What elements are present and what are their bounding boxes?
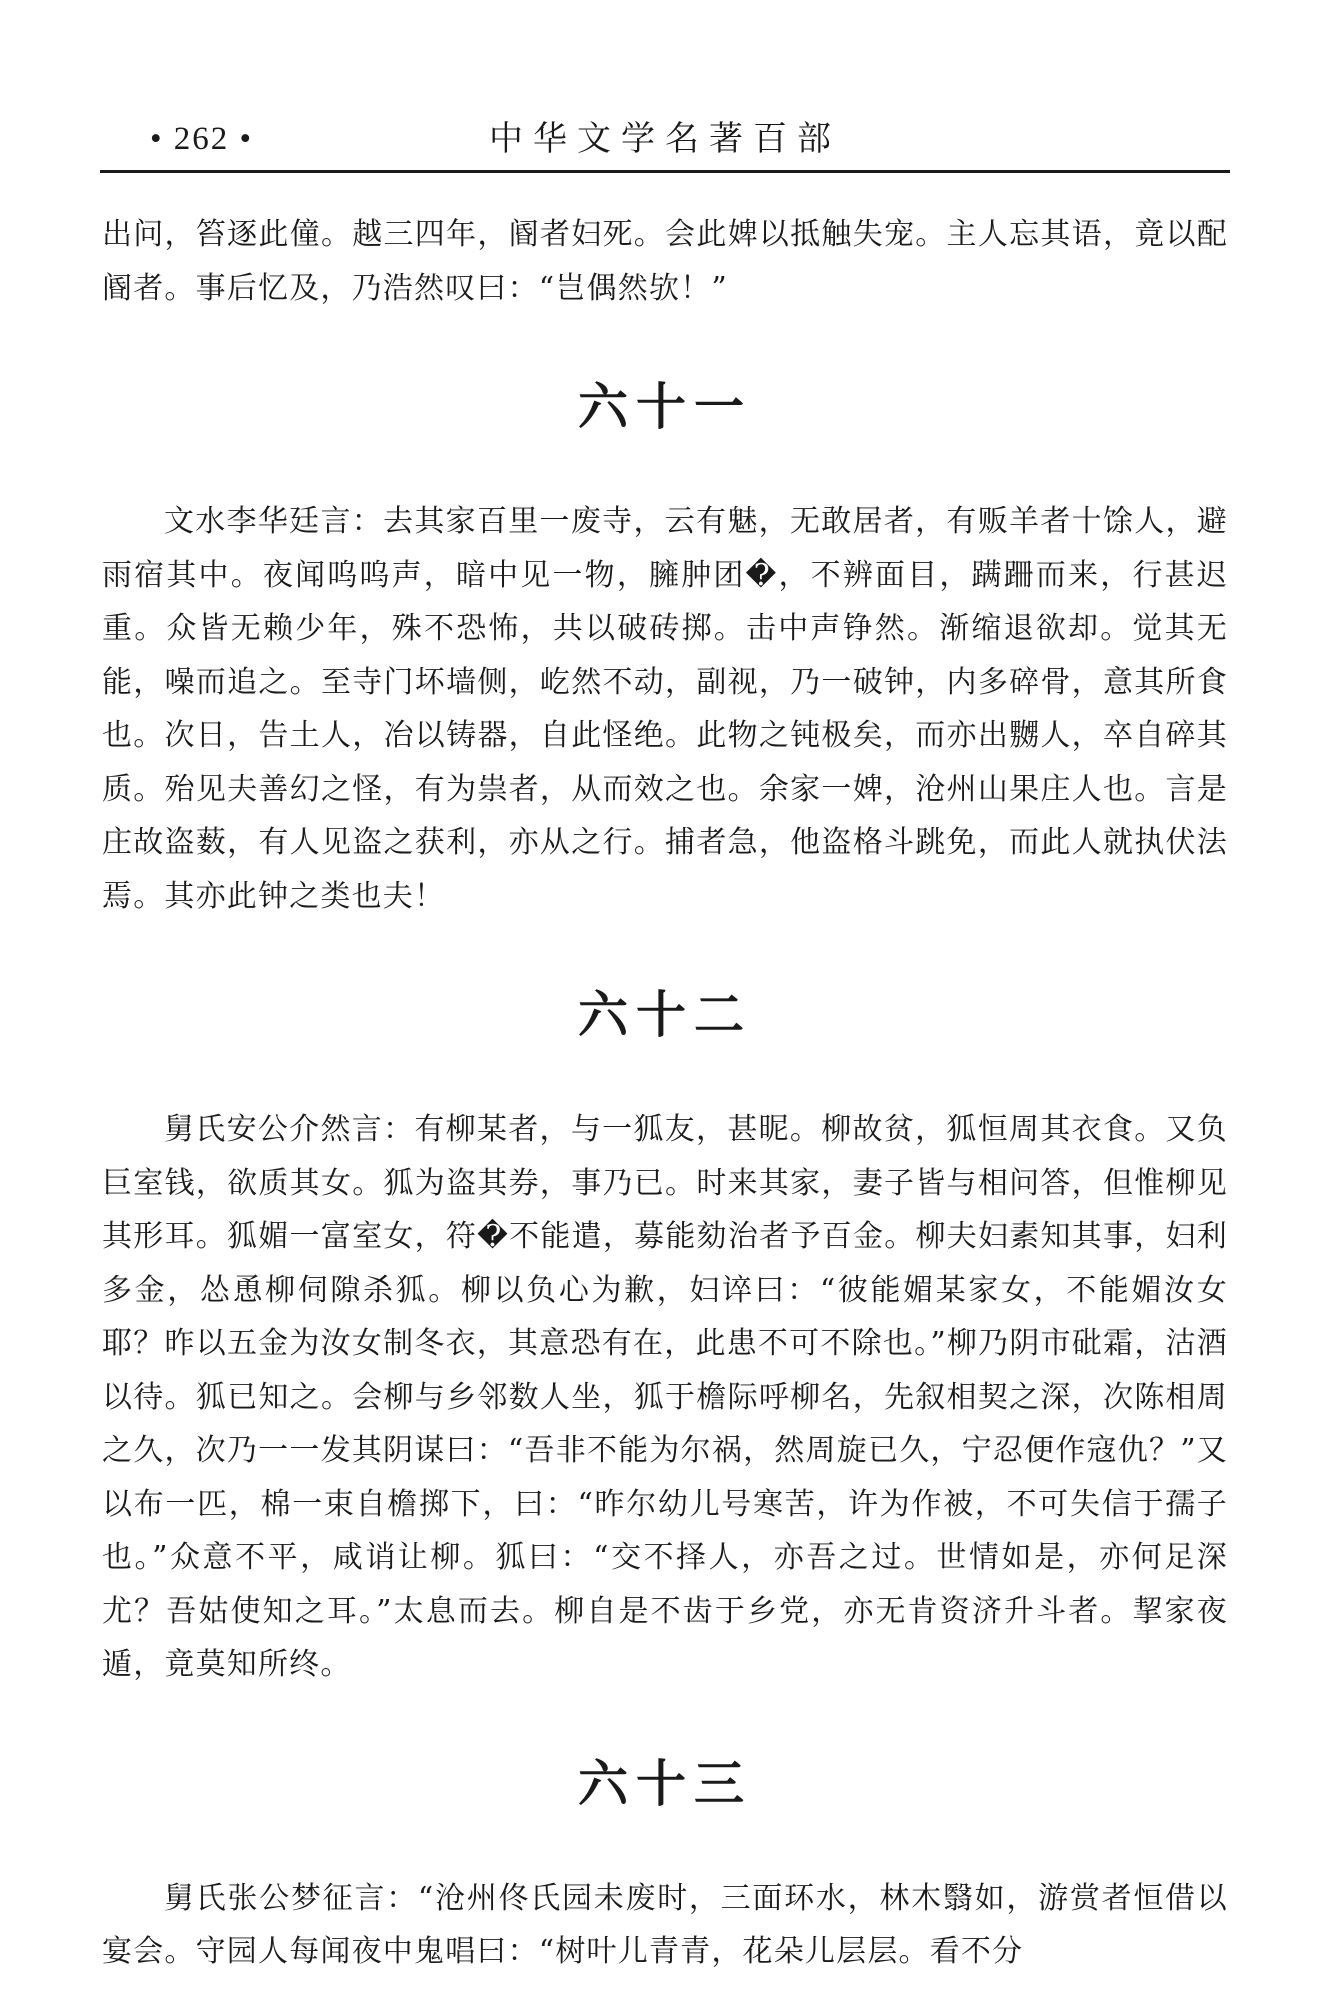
section-title-61: 六十一 [578, 378, 752, 436]
header-divider [100, 170, 1230, 173]
section-title-62: 六十二 [578, 986, 752, 1044]
section-61-paragraph: 文水李华廷言：去其家百里一废寺，云有魅，无敢居者，有贩羊者十馀人，避雨宿其中。夜闻呜呜声，暗中见一物，臃肿团�，不辨面目，蹒跚而来，行甚迟重。众皆无赖少年，殊不恐怖，共以破砖掷。击中声铮然。渐缩退欲却。觉其无能，噪而追之。至寺门坏墙侧，屹然不动，副视，乃一破钟，内多碎骨，意其所食也。次日，告土人，冶以铸器，自此怪绝。此物之钝极矣，而亦出嬲人，卒自碎其质。殆见夫善幻之怪，有为祟者，从而效之也。余家一婢，沧州山果庄人也。言是庄故盗薮，有人见盗之获利，亦从之行。捕者急，他盗格斗跳免，而此人就执伏法焉。其亦此钟之类也夫！ [102, 504, 1228, 914]
page-body [102, 208, 1228, 1979]
book-title: 中华文学名著百部 [489, 119, 841, 159]
page-number: • 262 • [150, 121, 254, 157]
section-title-63: 六十三 [578, 1754, 752, 1813]
page-header [100, 112, 1230, 172]
continued-paragraph: 出问，笞逐此僮。越三四年，阍者妇死。会此婢以抵触失宠。主人忘其语，竟以配阍者。事后忆及，乃浩然叹曰：“岂偶然欤！” [102, 217, 1228, 306]
section-62-paragraph: 舅氏安公介然言：有柳某者，与一狐友，甚昵。柳故贫，狐恒周其衣食。又负巨室钱，欲质其女。狐为盗其券，事乃已。时来其家，妻子皆与相问答，但惟柳见其形耳。狐媚一富室女，符�不能遣，募能劾治者予百金。柳夫妇素知其事，妇利多金，怂恿柳伺隙杀狐。柳以负心为歉，妇谇曰：“彼能媚某家女，不能媚汝女耶？昨以五金为汝女制冬衣，其意恐有在，此患不可不除也。”柳乃阴市砒霜，沽酒以待。狐已知之。会柳与乡邻数人坐，狐于檐际呼柳名，先叙相契之深，次陈相周之久，次乃一一发其阴谋曰：“吾非不能为尔祸，然周旋已久，宁忍便作寇仇？”又以布一匹，棉一束自檐掷下，曰：“昨尔幼儿号寒苦，许为作被，不可失信于孺子也。”众意不平，咸诮让柳。狐曰：“交不择人，亦吾之过。世情如是，亦何足深尤？吾姑使知之耳。”太息而去。柳自是不齿于乡党，亦无肯资济升斗者。挈家夜遁，竟莫知所终。 [102, 1112, 1228, 1682]
section-63-paragraph: 舅氏张公梦征言：“沧州佟氏园未废时，三面环水，林木翳如，游赏者恒借以宴会。守园人每闻夜中鬼唱曰：“树叶儿青青，花朵儿层层。看不分 [102, 1880, 1228, 1969]
